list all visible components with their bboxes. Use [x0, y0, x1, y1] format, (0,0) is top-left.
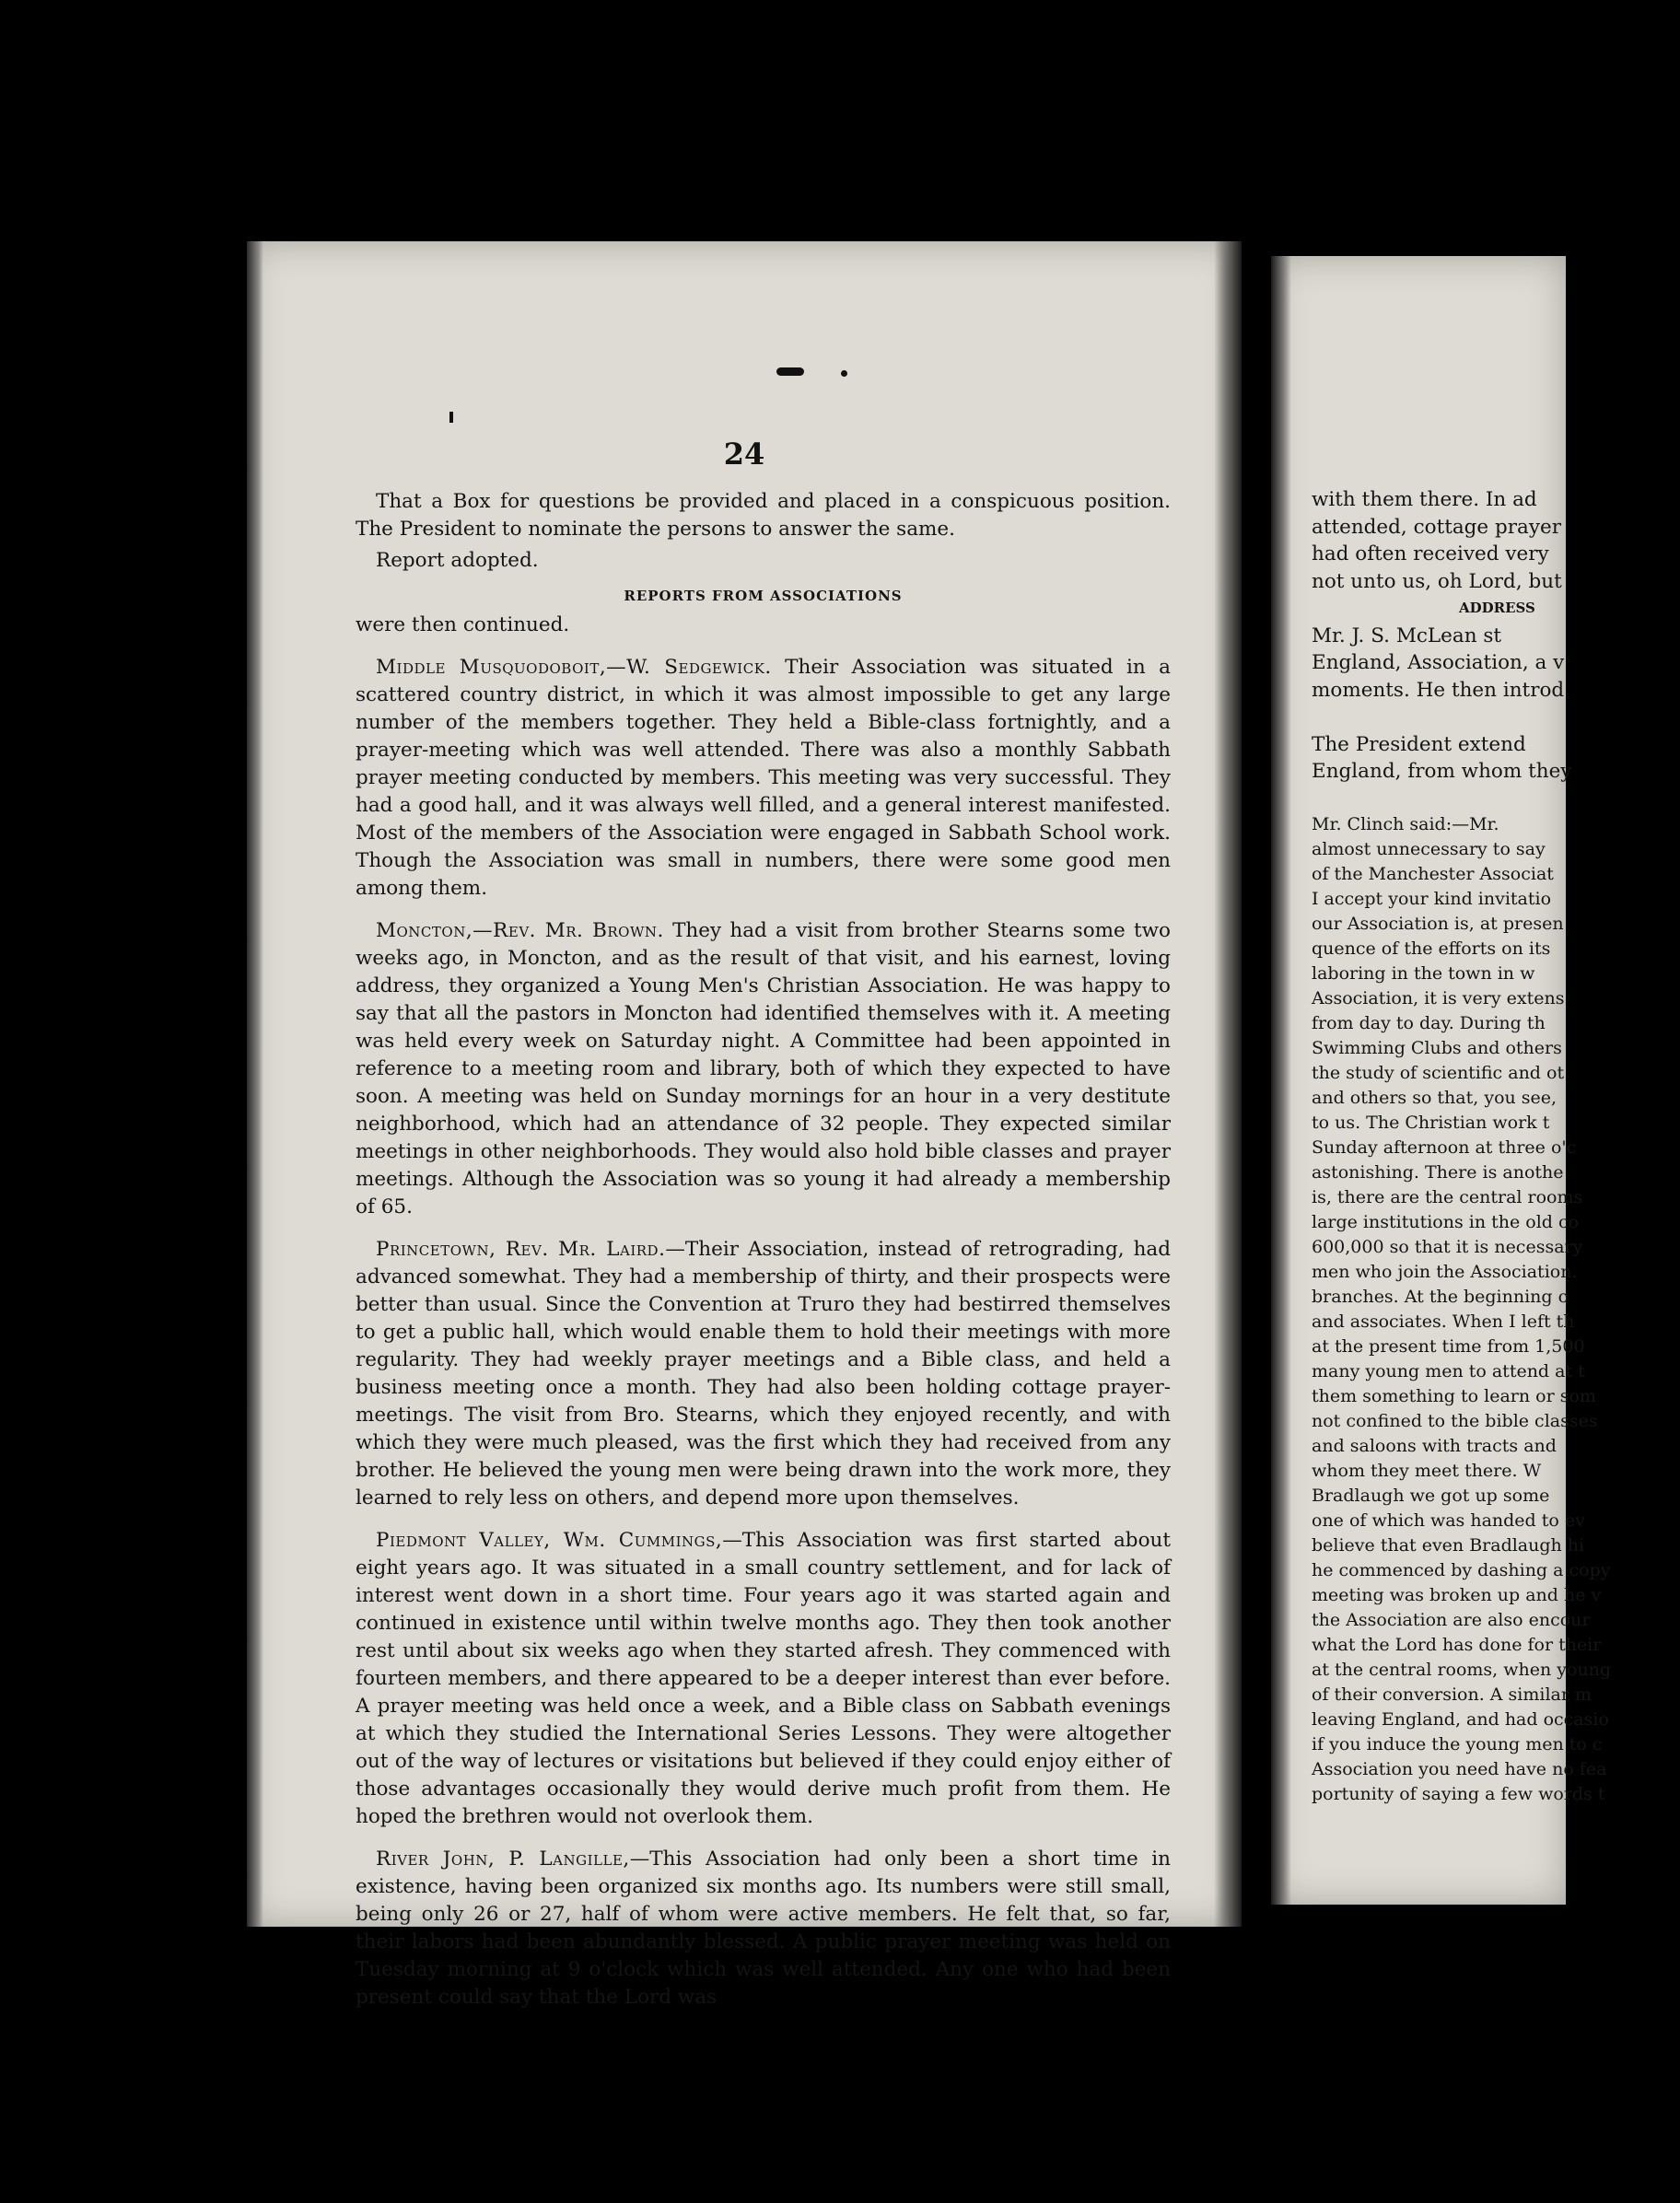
report-text: Their Association was situated in a scattered country district, in which it was almost impossible to get any large number of the members together. They held a Bible-class fortnightly, and a prayer-meeting which was well attended. There was also a monthly Sabbath prayer meeting conducted by members. This meeting was very successful. They had a good hall, and it was always well filled, and a general interest manifested. Most of the members of the Association were engaged in Sabbath School work. Though the Association was small in numbers, there were some good men among them. [356, 656, 1171, 900]
right-page-line: Mr. Clinch said:—Mr. [1312, 814, 1499, 834]
right-page-line: branches. At the beginning o [1312, 1287, 1569, 1307]
report-speaker: Princetown, Rev. Mr. Laird. [376, 1238, 666, 1261]
right-page-line [1312, 704, 1680, 731]
right-page-line: had often received very [1312, 542, 1549, 565]
report-text: They had a visit from brother Stearns some two weeks ago, in Moncton, and as the result of that visit, and his earnest, loving address, they organized a Young Men's Christian Association. He was happy to say that all the pastors in Moncton had identified themselves with it. A meeting was held every week on Saturday night. A Committee had been appointed in reference to a meeting room and library, both of which they expected to have soon. A meeting was held on Sunday mornings for an hour in a very destitute neighborhood, which had an attendance of 32 people. They expected similar meetings in other neighborhoods. They would also hold bible classes and prayer meetings. Although the Association was so young it had already a membership of 65. [356, 919, 1171, 1218]
report-speaker: Moncton,—Rev. Mr. Brown. [376, 919, 664, 942]
page-number: 24 [723, 437, 765, 472]
ink-blot [776, 367, 804, 376]
report-speaker: Middle Musquodoboit,—W. Sedgewick. [376, 656, 772, 679]
right-page-line: large institutions in the old co [1312, 1212, 1580, 1232]
right-page-line: quence of the efforts on its [1312, 938, 1551, 959]
right-text-column [1312, 486, 1680, 1807]
report-paragraph [356, 1846, 1171, 2011]
right-page-line: attended, cottage prayer [1312, 515, 1561, 539]
right-page-line: and others so that, you see, [1312, 1088, 1558, 1108]
right-page-line: not unto us, oh Lord, but [1312, 569, 1562, 593]
right-page-line: at the central rooms, when young [1312, 1660, 1612, 1680]
right-page-line: 600,000 so that it is necessary [1312, 1237, 1583, 1257]
right-page-line: the study of scientific and ot [1312, 1063, 1565, 1083]
right-page-line: astonishing. There is anothe [1312, 1162, 1564, 1183]
right-page-line: is, there are the central rooms [1312, 1187, 1583, 1207]
report-adopted: Report adopted. [376, 549, 539, 572]
right-page-line: Association, it is very extens [1312, 988, 1565, 1008]
report-text: —This Association was first started about eight years ago. It was situated in a small country settlement, and for lack of interest went down in a short time. Four years ago it was started again and continued in existence until within twelve months ago. They then took another rest until about six weeks ago when they started afresh. They commenced with fourteen members, and there appeared to be a deeper interest than ever before. A prayer meeting was held once a week, and a Bible class on Sabbath evenings at which they studied the International Series Lessons. They were altogether out of the way of lectures or visitations but believed if they could enjoy either of those advantages occasionally they would derive much profit from them. He hoped the brethren would not overlook them. [356, 1529, 1171, 1828]
ink-dot [449, 412, 453, 423]
right-page-line: I accept your kind invitatio [1312, 889, 1552, 909]
right-page-line: at the present time from 1,500 [1312, 1336, 1585, 1357]
report-speaker: River John, P. Langille, [376, 1847, 630, 1871]
right-page-line: and associates. When I left th [1312, 1311, 1575, 1332]
right-page-line: moments. He then introd [1312, 678, 1565, 702]
left-page [247, 241, 1242, 2009]
report-paragraph [356, 654, 1171, 903]
right-page-line: England, Association, a v [1312, 651, 1565, 674]
right-page-line: our Association is, at presen [1312, 914, 1564, 934]
right-page-line: Swimming Clubs and others [1312, 1038, 1562, 1058]
right-page-line: of their conversion. A similar m [1312, 1684, 1592, 1705]
right-page-line: he commenced by dashing a copy [1312, 1560, 1611, 1580]
right-page-line: Mr. J. S. McLean st [1312, 624, 1502, 647]
right-page-line: England, from whom they [1312, 760, 1572, 783]
right-page-line: from day to day. During th [1312, 1013, 1546, 1033]
right-page-line: portunity of saying a few words t [1312, 1784, 1605, 1804]
right-page-line: leaving England, and had occasio [1312, 1709, 1609, 1730]
report-text: —Their Association, instead of retrograding, had advanced somewhat. They had a membership of thirty, and their prospects were better than usual. Since the Convention at Truro they had bestirred themselves to get a public hall, which would enable them to hold their meetings with more regularity. They had weekly prayer meetings and a Bible class, and held a business meeting once a month. They had also been holding cottage prayer-meetings. The visit from Bro. Stearns, which they enjoyed recently, and with which they were much pleased, was the first which they had received from any brother. He believed the young men were being drawn into the work more, they learned to rely less on others, and depend more upon themselves. [356, 1238, 1171, 1509]
right-page-line: almost unnecessary to say [1312, 839, 1546, 859]
opening-paragraph: That a Box for questions be provided and placed in a conspicuous position. The President to nominate the persons to answer the same. [356, 490, 1171, 541]
text-column [356, 488, 1171, 2011]
right-page-line: with them there. In ad [1312, 488, 1537, 511]
report-speaker: Piedmont Valley, Wm. Cummings, [376, 1529, 723, 1552]
right-page-line: ADDRESS [1459, 600, 1535, 616]
right-page-line: laboring in the town in w [1312, 963, 1535, 984]
right-page-line: them something to learn or som [1312, 1386, 1596, 1406]
section-heading: REPORTS FROM ASSOCIATIONS [624, 588, 903, 604]
right-page-line: Association you need have no fea [1312, 1759, 1607, 1779]
right-page-line: many young men to attend at t [1312, 1361, 1585, 1381]
right-page [1271, 256, 1612, 1905]
right-page-line: believe that even Bradlaugh hi [1312, 1535, 1585, 1556]
right-page-line: not confined to the bible classes [1312, 1411, 1598, 1431]
right-page-line: The President extend [1312, 732, 1526, 756]
right-page-line: to us. The Christian work t [1312, 1113, 1550, 1133]
report-text: —This Association had only been a short time in existence, having been organized six months ago. Its numbers were still small, being only 26 or 27, half of whom were active members. He felt that, so far, their labors had been abundantly blessed. A public prayer meeting was held on Tuesday morning at 9 o'clock which was well attended. Any one who had been present could say that the Lord was [356, 1847, 1171, 2009]
right-page-line: the Association are also encour [1312, 1610, 1591, 1630]
right-page-line: whom they meet there. W [1312, 1461, 1542, 1481]
right-page-line: Sunday afternoon at three o'c [1312, 1137, 1577, 1158]
right-page-line: meeting was broken up and he v [1312, 1585, 1602, 1605]
right-page-line: what the Lord has done for their [1312, 1635, 1602, 1655]
right-page-line: and saloons with tracts and [1312, 1436, 1557, 1456]
right-page-line [1312, 786, 1680, 813]
right-page-line: men who join the Association. [1312, 1262, 1578, 1282]
report-paragraph [356, 917, 1171, 1221]
right-page-line: Bradlaugh we got up some [1312, 1486, 1550, 1506]
right-page-line: if you induce the young men to c [1312, 1734, 1603, 1754]
report-paragraph [356, 1236, 1171, 1512]
ink-dot [841, 370, 847, 377]
continued-line: were then continued. [356, 613, 570, 636]
right-page-line: one of which was handed to ev [1312, 1510, 1585, 1531]
report-paragraph [356, 1527, 1171, 1831]
right-page-line: of the Manchester Associat [1312, 864, 1554, 884]
